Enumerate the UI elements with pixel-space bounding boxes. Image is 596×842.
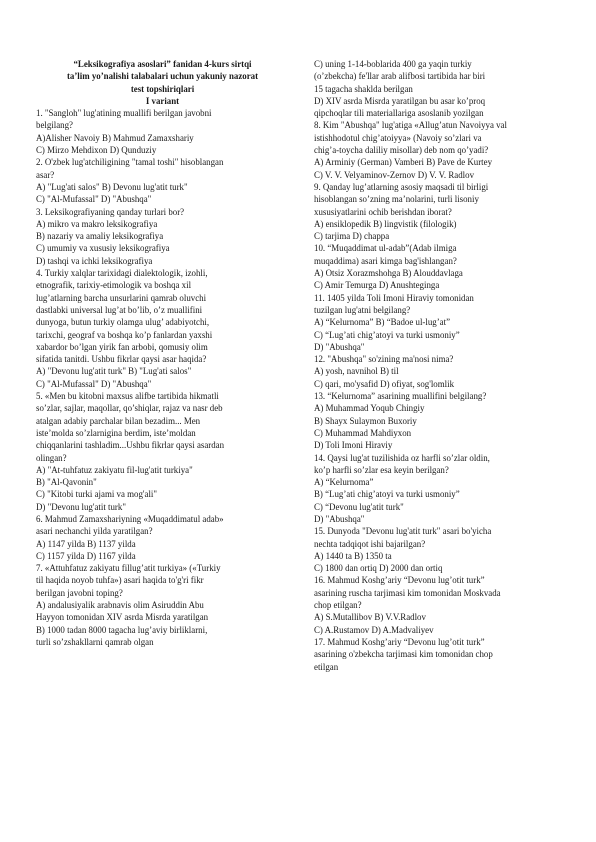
title-line: ta’lim yo’nalishi talabalari uchun yakuniy nazorat	[66, 71, 259, 82]
text-line: 12. "Abushqa" so'zining ma'nosi nima?	[314, 354, 454, 365]
text-line: nechta tadqiqot ishi bajarilgan?	[314, 538, 426, 549]
text-line: asari nechanchi yilda yaratilgan?	[36, 526, 153, 537]
text-line: B) “Lug’ati chig’atoyi va turki usmoniy”	[314, 489, 460, 500]
text-line: 17. Mahmud Koshg’ariy “Devonu lug’otit turk”	[314, 636, 485, 647]
text-line: D) "Devonu lug'atit turk"	[36, 501, 126, 512]
test-header	[36, 58, 289, 107]
text-line: (o’zbekcha) fe'llar arab alifbosi tartibida har biri	[314, 71, 486, 82]
text-line: B) 1000 tadan 8000 tagacha lug’aviy birliklarni,	[36, 624, 208, 635]
text-line: C) qari, mo'ysafid D) ofiyat, sog'lomlik	[314, 378, 455, 389]
text-line: atalgan adabiy parchalar bilan bezadim... Men	[36, 415, 201, 426]
text-line: A) "Lug'ati salos" B) Devonu lug'atit turk"	[36, 181, 188, 192]
text-line: A) “Kelurnoma”	[314, 477, 374, 488]
text-line: lug’atlarning barcha unsurlarini qamrab oluvchi	[36, 292, 207, 303]
text-line: ko’p harfli so’zlar esa keyin berilgan?	[314, 464, 449, 475]
text-line: so’zlar, sajlar, maqollar, qo’shiqlar, rajaz va nasr deb	[36, 403, 223, 414]
text-line: 4. Turkiy xalqlar tarixidagi dialektologik, izohli,	[36, 268, 208, 279]
text-line: C) A.Rustamov D) A.Madvaliyev	[314, 624, 434, 635]
text-line: 8. Kim "Abushqa" lug'atiga «Allug’atun Navoiyya val	[314, 120, 507, 131]
text-line: xususiyatlarini ochib berishdan iborat?	[314, 206, 452, 217]
text-line: turli so’zshakllarni qamrab olgan	[36, 636, 154, 647]
text-line: C) “Devonu lug'atit turk"	[314, 501, 404, 512]
text-line: A) S.Mutallibov B) V.V.Radlov	[314, 612, 426, 623]
text-line: tarixchi, geograf va boshqa ko’p fanlardan yaxshi	[36, 329, 213, 340]
text-line: D) "Abushqa"	[314, 513, 365, 524]
text-line: D) XIV asrda Misrda yaratilgan bu asar ko’proq	[314, 95, 486, 106]
variant-label: I variant	[145, 95, 180, 106]
text-line: A) andalusiyalik arabnavis olim Asiruddin Abu	[36, 600, 204, 611]
text-line: A) Otsiz Xorazmshohga B) Alouddavlaga	[314, 268, 463, 279]
text-line: B) "Al-Qavonin"	[36, 477, 97, 488]
text-line: B) Shayx Sulaymon Buxoriy	[314, 415, 417, 426]
text-line: C) Amir Temurga D) Anushteginga	[314, 280, 440, 291]
text-line: C) “Lug’ati chig’atoyi va turki usmoniy”	[314, 329, 460, 340]
left-column	[36, 58, 289, 648]
text-line: etilgan	[314, 661, 339, 672]
text-line: xabardor bo’lgan yirik fan arbobi, qomusiy olim	[36, 341, 208, 352]
text-line: iste’molda so’zlarnigina berdim, iste’moldan	[36, 427, 196, 438]
text-line: chiqqanlarini tashladim...Ushbu fikrlar qaysi asardan	[36, 440, 225, 451]
text-line: asarining o'zbekcha tarjimasi kim tomonidan chop	[314, 649, 493, 660]
text-line: 13. “Kelurnoma” asarining muallifini belgilang?	[314, 391, 487, 402]
text-line: til haqida noyob tuhfa») asari haqida to'g'ri fikr	[36, 575, 204, 586]
text-line: C) Muhammad Mahdiyxon	[314, 427, 412, 438]
text-line: 16. Mahmud Koshg’ariy “Devonu lug’otit turk”	[314, 575, 485, 586]
text-line: 7. «Attuhfatuz zakiyatu fillug’atit turkiya» («Turkiy	[36, 563, 221, 574]
text-line: D) tashqi va ichki leksikografiya	[36, 255, 153, 266]
text-line: C) "Al-Mufassal" D) "Abushqa"	[36, 194, 152, 205]
left-question-list	[36, 107, 289, 648]
text-line: D) "Abushqa"	[314, 341, 365, 352]
text-line: C) tarjima D) chappa	[314, 231, 390, 242]
text-line: 3. Leksikografiyaning qanday turlari bor?	[36, 206, 185, 217]
text-line: C) uning 1-14-boblarida 400 ga yaqin turkiy	[314, 59, 472, 69]
text-line: C) V. V. Velyaminov-Zernov D) V. V. Radlov	[314, 169, 475, 180]
text-line: D) Toli Imoni Hiraviy	[314, 440, 393, 451]
text-line: A) mikro va makro leksikografiya	[36, 218, 158, 229]
text-line: A) ensiklopedik B) lingvistik (filologik)	[314, 218, 457, 229]
text-line: A) Muhammad Yoqub Chingiy	[314, 403, 425, 414]
text-line: A) “Kelurnoma” B) “Badoe ul-lug’at”	[314, 317, 451, 328]
text-line: B) nazariy va amaliy leksikografiya	[36, 231, 164, 242]
text-line: A) 1440 ta B) 1350 ta	[314, 550, 392, 561]
text-line: muqaddima) asari kimga bag'ishlangan?	[314, 255, 457, 266]
text-line: istishhodotul chig’atoiyya» (Navoiy so’zlari va	[314, 132, 482, 143]
text-line: C) 1157 yilda D) 1167 yilda	[36, 550, 136, 561]
text-line: chig’a-toycha daliliy misollar) deb nom qo’yadi?	[314, 145, 489, 156]
title-line: test topshiriqlari	[130, 83, 195, 94]
text-line: A)Alisher Navoiy B) Mahmud Zamaxshariy	[36, 132, 194, 143]
right-column	[314, 58, 564, 673]
text-line: 15. Dunyoda "Devonu lug'atit turk" asari bo'yicha	[314, 526, 492, 537]
text-line: etnografik, tarixiy-etimologik va boshqa xil	[36, 280, 192, 291]
text-line: olingan?	[36, 452, 67, 463]
text-line: 14. Qaysi lug'at tuzilishida oz harfli so’zlar oldin,	[314, 452, 490, 463]
text-line: A) yosh, navnihol B) til	[314, 366, 399, 377]
text-line: C) "Kitobi turki ajami va mog'ali"	[36, 489, 157, 500]
text-line: 2. O'zbek lug'atchiligining "tamal toshi" hisoblangan	[36, 157, 224, 168]
text-line: A) 1147 yilda B) 1137 yilda	[36, 538, 136, 549]
text-line: belgilang?	[36, 120, 73, 131]
text-line: hisoblangan so’zning ma’nolarini, turli lisoniy	[314, 194, 479, 205]
text-line: qipchoqlar tili materiallariga asoslanib yozilgan	[314, 108, 484, 119]
text-line: 15 tagacha shaklda berilgan	[314, 83, 413, 94]
text-line: A) "Devonu lug'atit turk" B) "Lug'ati salos"	[36, 366, 192, 377]
text-line: dastlabki universal lug’at bo’lib, o’z muallifini	[36, 304, 203, 315]
text-line: berilgan javobni toping?	[36, 587, 123, 598]
text-line: asar?	[36, 169, 55, 180]
text-line: sifatida tanitdi. Ushbu fikrlar qaysi asar haqida?	[36, 354, 207, 365]
text-line: chop etilgan?	[314, 600, 362, 611]
text-line: 10. “Muqaddimat ul-adab”(Adab ilmiga	[314, 243, 457, 254]
text-line: 5. «Men bu kitobni maxsus alifbe tartibida hikmatli	[36, 391, 219, 402]
text-line: Hayyon tomonidan XIV asrda Misrda yaratilgan	[36, 612, 209, 623]
text-line: 6. Mahmud Zamaxshariyning «Muqaddimatul adab»	[36, 513, 224, 524]
text-line: C) 1800 dan ortiq D) 2000 dan ortiq	[314, 563, 443, 574]
text-line: C) "Al-Mufassal" D) "Abushqa"	[36, 378, 152, 389]
text-line: 11. 1405 yilda Toli Imoni Hiraviy tomonidan	[314, 292, 474, 303]
right-question-list	[314, 58, 564, 673]
text-line: A) Arminiy (German) Vamberi B) Pave de Kurtey	[314, 157, 493, 168]
text-line: C) Mirzo Mehdixon D) Qunduziy	[36, 145, 157, 156]
text-line: A) "At-tuhfatuz zakiyatu fil-lug'atit turkiya"	[36, 464, 193, 475]
text-line: 1. "Sangloh" lug'atining muallifi berilgan javobni	[36, 108, 212, 119]
title-line: “Leksikografiya asoslari” fanidan 4-kurs sirtqi	[73, 59, 252, 69]
text-line: tuzilgan lug'atni belgilang?	[314, 304, 411, 315]
text-line: asarining ruscha tarjimasi kim tomonidan Moskvada	[314, 587, 501, 598]
text-line: C) umumiy va xususiy leksikografiya	[36, 243, 170, 254]
text-line: 9. Qanday lug’atlarning asosiy maqsadi til birligi	[314, 181, 489, 192]
text-line: dunyoga, butun turkiy olamga ulug’ adabiyotchi,	[36, 317, 210, 328]
